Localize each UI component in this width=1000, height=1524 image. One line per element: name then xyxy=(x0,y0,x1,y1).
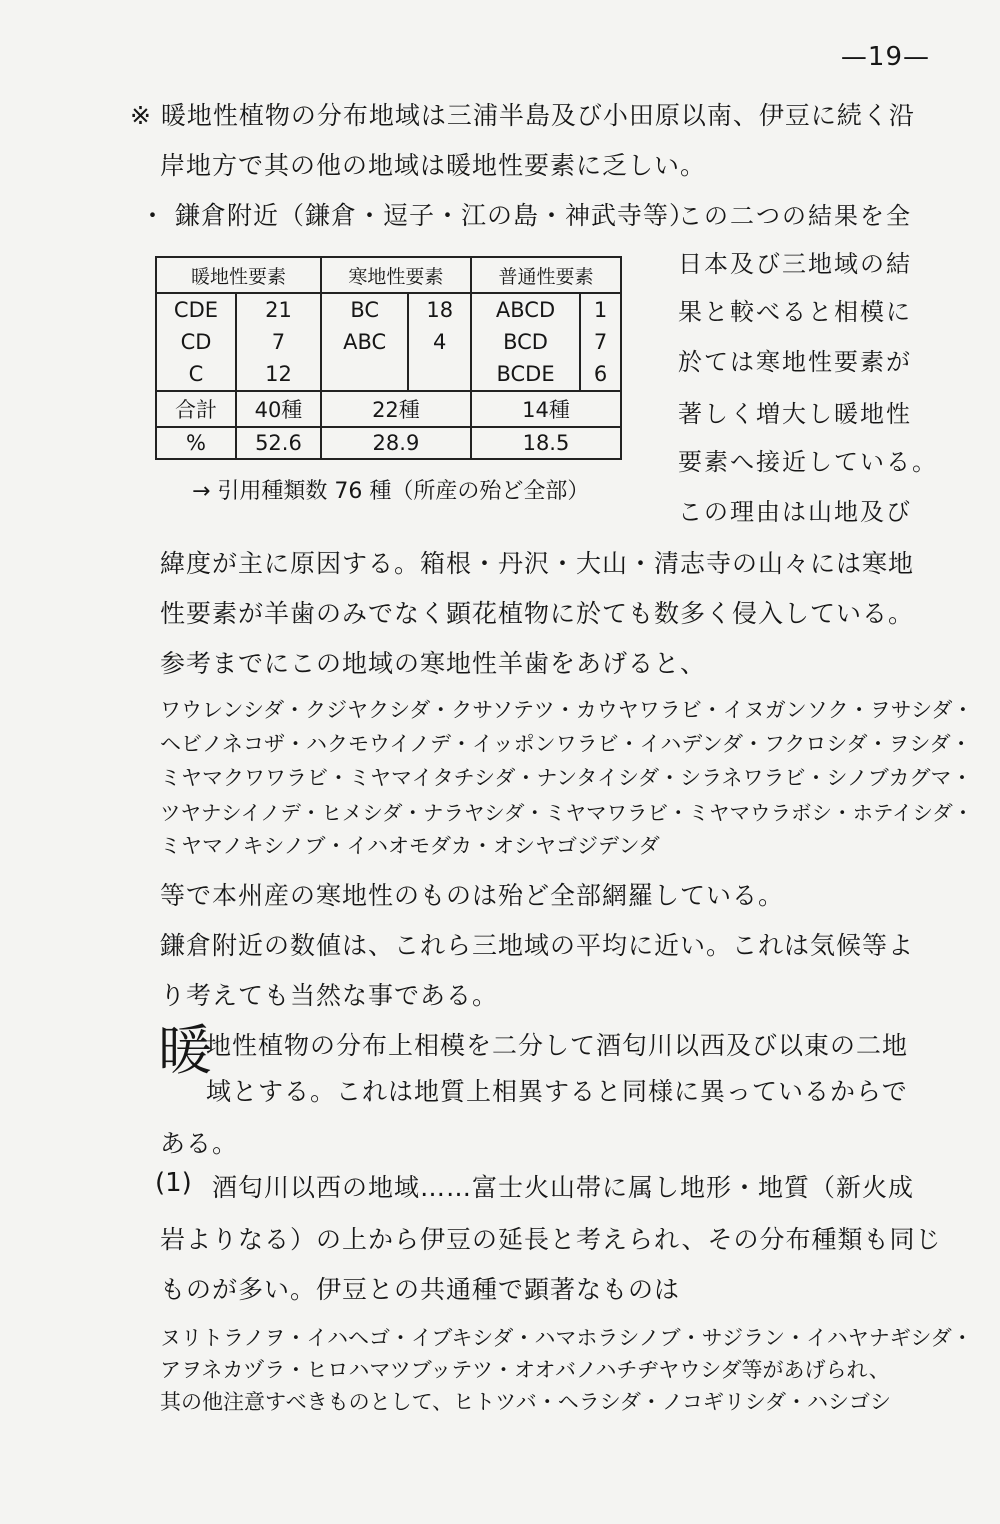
fern-list-line: ヘビノネコザ・ハクモウイノデ・イッポンワラビ・イハデンダ・フクロシダ・ヲシダ・ xyxy=(160,732,972,756)
table-row xyxy=(156,293,621,326)
fern-list-line: ワウレンシダ・クジヤクシダ・クサソテツ・カウヤワラビ・イヌガンソク・ヲサシダ・ xyxy=(160,698,974,722)
table-caption: → 引用種類数 76 種（所産の殆ど全部） xyxy=(192,479,590,504)
warm-paragraph-line: 域とする。これは地質上相異すると同様に異っているからで xyxy=(206,1077,908,1106)
body-line: 参考までにこの地域の寒地性羊歯をあげると、 xyxy=(160,649,707,678)
species-list-line: 其の他注意すべきものとして、ヒトツバ・ヘラシダ・ノコギリシダ・ハシゴシ xyxy=(160,1390,892,1414)
header-cold: 寒地性要素 xyxy=(321,257,471,293)
percent-common: 18.5 xyxy=(471,427,621,459)
side-text-line: 日本及び三地域の結 xyxy=(678,250,912,278)
side-text-line: この理由は山地及び xyxy=(678,498,912,526)
table-cell: BCD xyxy=(471,326,580,358)
subsection-label: (1) xyxy=(155,1168,192,1198)
percent-label: % xyxy=(156,427,236,459)
subsection-line: 岩よりなる）の上から伊豆の延長と考えられ、その分布種類も同じ xyxy=(160,1225,942,1254)
side-text-line: この二つの結果を全 xyxy=(678,202,912,230)
body-line: り考えても当然な事である。 xyxy=(160,981,499,1010)
total-common: 14種 xyxy=(471,391,621,427)
side-text-line: 著しく増大し暖地性 xyxy=(678,400,912,428)
table-cell: ABC xyxy=(321,326,409,358)
header-warm: 暖地性要素 xyxy=(156,257,321,293)
total-cold: 22種 xyxy=(321,391,471,427)
table-cell: CD xyxy=(156,326,236,358)
table-cell: BC xyxy=(321,293,409,326)
side-text-line: 於ては寒地性要素が xyxy=(678,348,912,376)
initial-character: 暖 xyxy=(158,1019,212,1082)
body-line: 等で本州産の寒地性のものは殆ど全部網羅している。 xyxy=(160,881,785,910)
table-cell: CDE xyxy=(156,293,236,326)
note-line-1: ※ 暖地性植物の分布地域は三浦半島及び小田原以南、伊豆に続く沿 xyxy=(130,101,915,130)
header-common: 普通性要素 xyxy=(471,257,621,293)
table-percent-row xyxy=(156,427,621,459)
table-cell xyxy=(321,358,409,391)
table-cell: 18 xyxy=(408,293,470,326)
table-total-row xyxy=(156,391,621,427)
table-cell: BCDE xyxy=(471,358,580,391)
body-line: 緯度が主に原因する。箱根・丹沢・大山・清志寺の山々には寒地 xyxy=(160,549,915,578)
fern-list-line: ミヤマクワワラビ・ミヤマイタチシダ・ナンタイシダ・シラネワラビ・シノブカグマ・ xyxy=(160,766,973,790)
subsection-line: 酒匂川以西の地域……富士火山帯に属し地形・地質（新火成 xyxy=(212,1173,915,1202)
table-cell: 6 xyxy=(580,358,621,391)
table-row xyxy=(156,358,621,391)
distribution-table xyxy=(155,256,622,460)
side-text-line: 果と較べると相模に xyxy=(678,298,912,326)
subsection-line: ものが多い。伊豆との共通種で顕著なものは xyxy=(160,1275,681,1304)
note-line-2: 岸地方で其の他の地域は暖地性要素に乏しい。 xyxy=(160,151,707,180)
body-line: 性要素が羊歯のみでなく顕花植物に於ても数多く侵入している。 xyxy=(160,599,915,628)
percent-warm: 52.6 xyxy=(236,427,321,459)
table-cell: 4 xyxy=(408,326,470,358)
total-warm: 40種 xyxy=(236,391,321,427)
table-cell: 7 xyxy=(580,326,621,358)
section-heading: ・ 鎌倉附近（鎌倉・逗子・江の島・神武寺等） xyxy=(140,201,695,230)
body-line: 鎌倉附近の数値は、これら三地域の平均に近い。これは気候等よ xyxy=(160,931,915,960)
table-cell: ABCD xyxy=(471,293,580,326)
species-list-line: アヲネカヅラ・ヒロハマツブッテツ・オオバノハチヂヤウシダ等があげられ、 xyxy=(160,1358,890,1382)
species-list-line: ヌリトラノヲ・イハヘゴ・イブキシダ・ハマホラシノブ・サジラン・イハヤナギシダ・ xyxy=(160,1326,973,1350)
table-header-row xyxy=(156,257,621,293)
table-cell xyxy=(408,358,470,391)
table-cell: 21 xyxy=(236,293,321,326)
side-text-line: 要素へ接近している。 xyxy=(678,448,938,476)
page-number: —19— xyxy=(840,42,930,72)
warm-paragraph-line: ある。 xyxy=(160,1129,239,1158)
table-row xyxy=(156,326,621,358)
table-cell: 1 xyxy=(580,293,621,326)
total-label: 合計 xyxy=(156,391,236,427)
table-cell: 7 xyxy=(236,326,321,358)
percent-cold: 28.9 xyxy=(321,427,471,459)
table-cell: C xyxy=(156,358,236,391)
table-cell: 12 xyxy=(236,358,321,391)
fern-list-line: ツヤナシイノデ・ヒメシダ・ナラヤシダ・ミヤマワラビ・ミヤマウラボシ・ホテイシダ・ xyxy=(160,801,974,825)
fern-list-line: ミヤマノキシノブ・イハオモダカ・オシヤゴジデンダ xyxy=(160,834,660,858)
warm-paragraph-line: 地性植物の分布上相模を二分して酒匂川以西及び以東の二地 xyxy=(206,1031,909,1060)
